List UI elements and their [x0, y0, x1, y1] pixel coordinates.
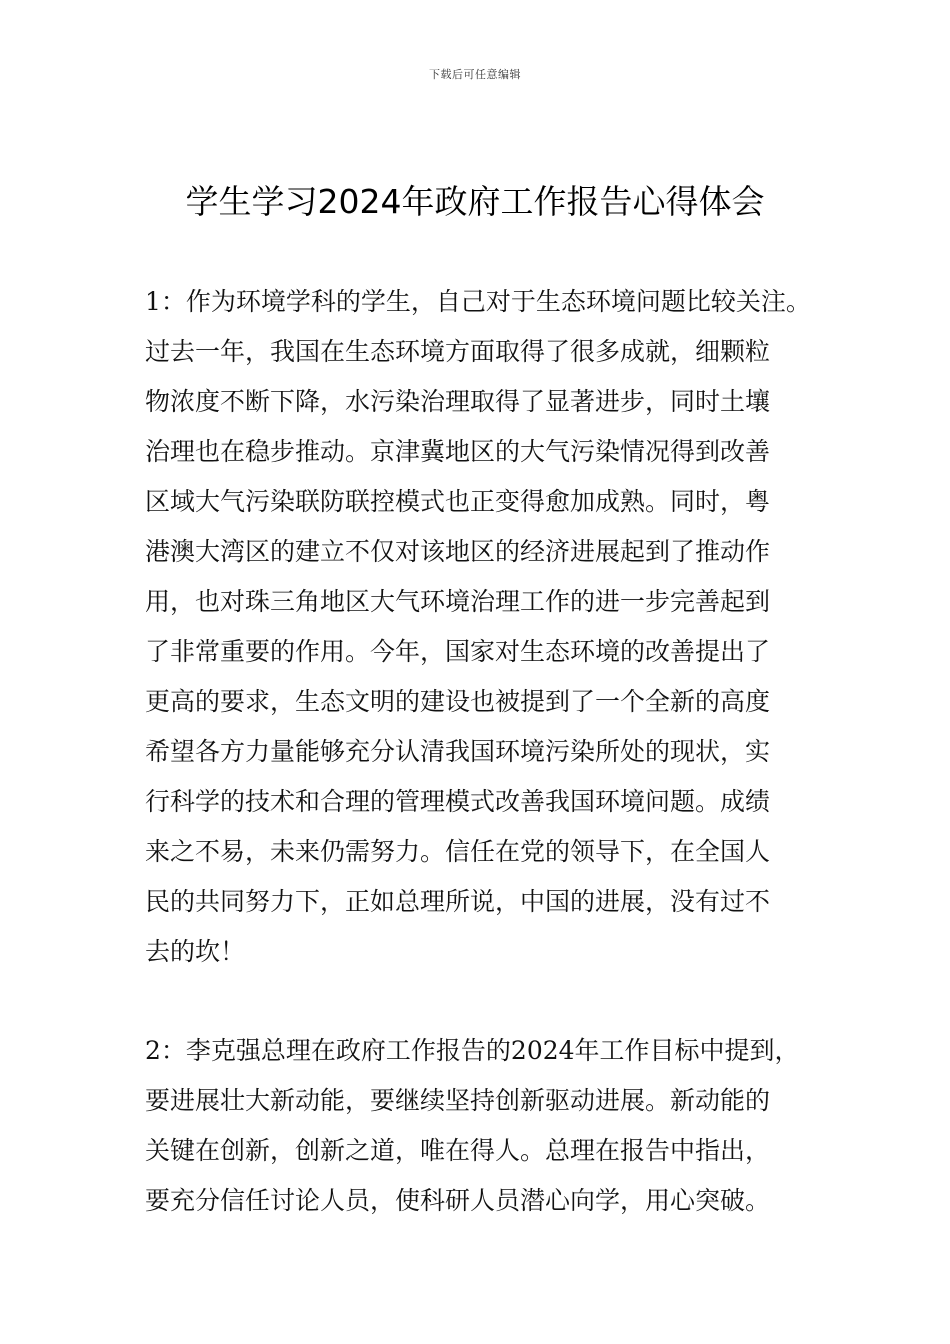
- header-note: 下载后可任意编辑: [429, 68, 521, 81]
- paragraph-line: 1：作为环境学科的学生，自己对于生态环境问题比较关注。: [145, 287, 811, 316]
- paragraph-line: 区域大气污染联防联控模式也正变得愈加成熟。同时，粤: [145, 487, 771, 516]
- document-title: 学生学习2024年政府工作报告心得体会: [185, 182, 765, 221]
- paragraph-line: 要充分信任讨论人员，使科研人员潜心向学，用心突破。: [145, 1186, 771, 1215]
- paragraph-line: 物浓度不断下降，水污染治理取得了显著进步，同时土壤: [145, 387, 771, 416]
- paragraph-line: 去的坎！: [145, 937, 246, 966]
- paragraph-line: 民的共同努力下，正如总理所说，中国的进展，没有过不: [145, 887, 771, 916]
- paragraph-line: 来之不易，未来仍需努力。信任在党的领导下，在全国人: [145, 837, 771, 866]
- paragraph-line: 治理也在稳步推动。京津冀地区的大气污染情况得到改善: [145, 437, 771, 466]
- paragraph-line: 2：李克强总理在政府工作报告的2024年工作目标中提到，: [145, 1036, 800, 1065]
- paragraph-line: 要进展壮大新动能，要继续坚持创新驱动进展。新动能的: [145, 1086, 771, 1115]
- paragraph-line: 关键在创新，创新之道，唯在得人。总理在报告中指出，: [145, 1136, 771, 1165]
- paragraph-line: 更高的要求，生态文明的建设也被提到了一个全新的高度: [145, 687, 771, 716]
- paragraph-line: 用，也对珠三角地区大气环境治理工作的进一步完善起到: [145, 587, 771, 616]
- paragraph-line: 了非常重要的作用。今年，国家对生态环境的改善提出了: [145, 637, 771, 666]
- paragraph-line: 希望各方力量能够充分认清我国环境污染所处的现状，实: [145, 737, 771, 766]
- paragraph-line: 行科学的技术和合理的管理模式改善我国环境问题。成绩: [145, 787, 771, 816]
- paragraph-line: 港澳大湾区的建立不仅对该地区的经济进展起到了推动作: [145, 537, 771, 566]
- paragraph-line: 过去一年，我国在生态环境方面取得了很多成就，细颗粒: [145, 337, 771, 366]
